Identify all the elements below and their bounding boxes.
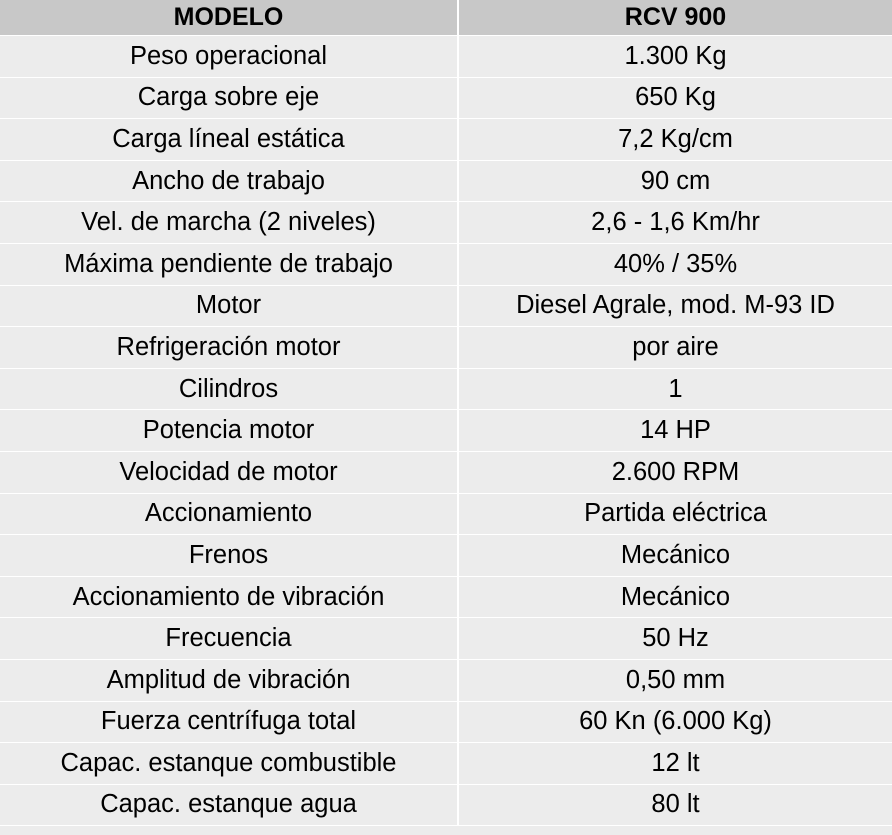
table-row [0, 618, 892, 660]
spec-label: Potencia motor [0, 410, 458, 452]
spec-label: Frenos [0, 535, 458, 577]
spec-value: 650 Kg [458, 77, 892, 119]
spec-label: Amplitud de vibración [0, 659, 458, 701]
header-row [0, 0, 892, 36]
spec-label: Carga sobre eje [0, 77, 458, 119]
table-row [0, 77, 892, 119]
table-row [0, 576, 892, 618]
table-row [0, 701, 892, 743]
spec-value: 14 HP [458, 410, 892, 452]
table-row [0, 36, 892, 78]
table-row [0, 327, 892, 369]
spec-value: 2,6 - 1,6 Km/hr [458, 202, 892, 244]
spec-value: 2.600 RPM [458, 451, 892, 493]
spec-value: 1 [458, 368, 892, 410]
table-row [0, 743, 892, 785]
spec-value: 0,50 mm [458, 659, 892, 701]
table-row [0, 659, 892, 701]
header-model-value: RCV 900 [458, 0, 892, 36]
spec-label: Velocidad de motor [0, 451, 458, 493]
header-model-label: MODELO [0, 0, 458, 36]
spec-value: Partida eléctrica [458, 493, 892, 535]
table-row [0, 285, 892, 327]
table-row [0, 243, 892, 285]
spec-value: 12 lt [458, 743, 892, 785]
table-row [0, 202, 892, 244]
spec-label: Máxima pendiente de trabajo [0, 243, 458, 285]
table-row [0, 368, 892, 410]
spec-label: Capac. estanque agua [0, 784, 458, 826]
spec-label: Motor [0, 285, 458, 327]
spec-label: Refrigeración motor [0, 327, 458, 369]
spec-table-body [0, 36, 892, 826]
spec-value: por aire [458, 327, 892, 369]
spec-label: Ancho de trabajo [0, 160, 458, 202]
spec-value: Mecánico [458, 535, 892, 577]
spec-label: Capac. estanque combustible [0, 743, 458, 785]
table-row [0, 410, 892, 452]
table-row [0, 493, 892, 535]
spec-label: Accionamiento [0, 493, 458, 535]
spec-label: Cilindros [0, 368, 458, 410]
spec-label: Carga líneal estática [0, 119, 458, 161]
spec-label: Fuerza centrífuga total [0, 701, 458, 743]
spec-value: Mecánico [458, 576, 892, 618]
spec-value: 40% / 35% [458, 243, 892, 285]
spec-value: 80 lt [458, 784, 892, 826]
table-row [0, 119, 892, 161]
spec-value: 60 Kn (6.000 Kg) [458, 701, 892, 743]
spec-value: 7,2 Kg/cm [458, 119, 892, 161]
spec-label: Peso operacional [0, 36, 458, 78]
spec-value: 90 cm [458, 160, 892, 202]
table-row [0, 451, 892, 493]
spec-label: Vel. de marcha (2 niveles) [0, 202, 458, 244]
table-row [0, 784, 892, 826]
spec-value: 1.300 Kg [458, 36, 892, 78]
spec-value: 50 Hz [458, 618, 892, 660]
spec-label: Accionamiento de vibración [0, 576, 458, 618]
table-row [0, 535, 892, 577]
spec-value: Diesel Agrale, mod. M-93 ID [458, 285, 892, 327]
spec-label: Frecuencia [0, 618, 458, 660]
table-row [0, 160, 892, 202]
